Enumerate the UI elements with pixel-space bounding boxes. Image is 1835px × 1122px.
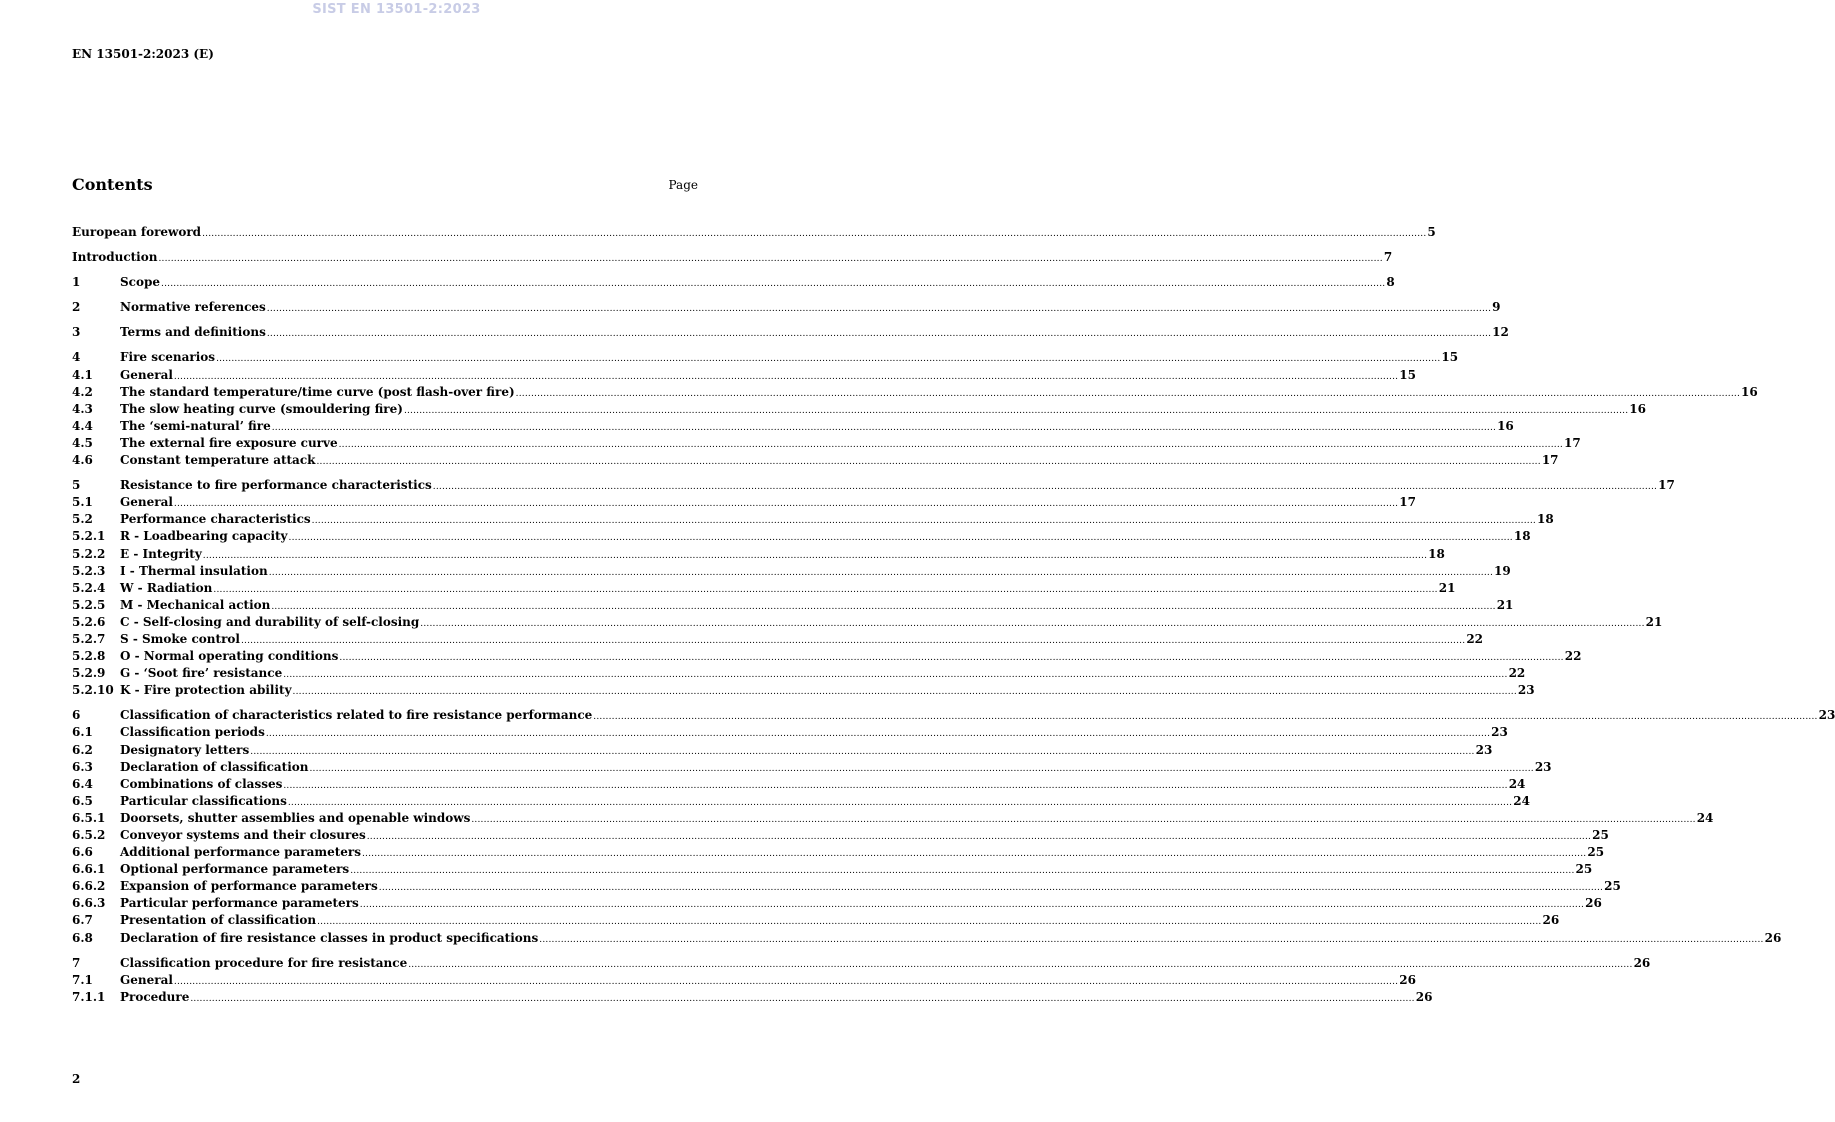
toc-entry[interactable]	[72, 972, 1416, 989]
toc-group	[72, 299, 1501, 316]
toc-entry[interactable]	[72, 349, 1459, 366]
toc-entry-number: 4.5	[72, 435, 93, 450]
toc-entry-number: 6.2	[72, 742, 93, 757]
toc-entry[interactable]	[72, 494, 1416, 511]
toc-entry[interactable]	[72, 324, 1509, 341]
toc-entry-number: 6.5.1	[72, 810, 106, 825]
toc-entry-page: 21	[1496, 597, 1514, 612]
toc-entry-page: 23	[1534, 759, 1552, 774]
toc-entry[interactable]	[72, 367, 1416, 384]
toc-entry-title: Expansion of performance parameters	[120, 879, 378, 894]
toc-entry-page: 24	[1696, 810, 1714, 825]
toc-entry-title: Fire scenarios	[120, 350, 216, 365]
toc-entry-number: 5.2.8	[72, 649, 106, 664]
toc-entry-title: General	[120, 367, 173, 382]
toc-entry-page: 19	[1494, 563, 1511, 578]
toc-dot-leader: ................................................................................................................................................................................................................................................................................................................................................................................................................	[515, 388, 1741, 399]
toc-dot-leader: ................................................................................................................................................................................................................................................................................................................................................................................................................	[202, 229, 1427, 239]
toc-dot-leader: ................................................................................................................................................................................................................................................................................................................................................................................................................	[350, 866, 1575, 877]
toc-entry-title: Doorsets, shutter assemblies and openable windows	[120, 810, 471, 825]
toc-entry-title: C - Self-closing and durability of self-closing	[120, 614, 420, 629]
toc-entry-page: 25	[1587, 845, 1605, 860]
toc-group	[72, 955, 1651, 1006]
toc-dot-leader: ................................................................................................................................................................................................................................................................................................................................................................................................................	[250, 746, 1475, 757]
toc-entry[interactable]	[72, 793, 1530, 810]
toc-entry-page: 17	[1541, 453, 1559, 468]
toc-entry[interactable]	[72, 776, 1526, 793]
toc-entry-number: 5.2.3	[72, 563, 106, 578]
toc-entry-title: O - Normal operating conditions	[120, 649, 339, 664]
toc-entry-number: 6.7	[72, 913, 93, 928]
toc-entry-title: The ‘semi-natural’ fire	[120, 418, 271, 433]
toc-entry-title: Designatory letters	[120, 742, 250, 757]
toc-entry-title: European foreword	[72, 225, 202, 239]
toc-dot-leader: ................................................................................................................................................................................................................................................................................................................................................................................................................	[309, 763, 1534, 774]
toc-dot-leader: ................................................................................................................................................................................................................................................................................................................................................................................................................	[271, 601, 1496, 612]
toc-entry-number: 4.6	[72, 453, 93, 468]
toc-entry[interactable]	[72, 224, 1436, 241]
toc-entry-number: 4.3	[72, 401, 93, 416]
toc-entry-title: R - Loadbearing capacity	[120, 529, 288, 544]
toc-entry-number: 2	[72, 300, 81, 315]
toc-dot-leader: ................................................................................................................................................................................................................................................................................................................................................................................................................	[202, 550, 1428, 561]
toc-entry-page: 26	[1415, 989, 1433, 1004]
toc-entry-page: 17	[1563, 435, 1581, 450]
toc-dot-leader: ................................................................................................................................................................................................................................................................................................................................................................................................................	[268, 567, 1494, 578]
toc-dot-leader: ................................................................................................................................................................................................................................................................................................................................................................................................................	[317, 917, 1542, 928]
toc-entry-page: 18	[1537, 512, 1554, 527]
toc-entry[interactable]	[72, 614, 1663, 631]
toc-entry[interactable]	[72, 682, 1535, 699]
toc-group	[72, 707, 1835, 946]
toc-dot-leader: ................................................................................................................................................................................................................................................................................................................................................................................................................	[173, 499, 1399, 510]
toc-entry-title: Presentation of classification	[120, 913, 317, 928]
toc-entry[interactable]	[72, 546, 1445, 563]
toc-entry[interactable]	[72, 878, 1621, 895]
toc-entry-page: 23	[1491, 725, 1508, 740]
toc-entry-title: Combinations of classes	[120, 776, 283, 791]
toc-group	[72, 249, 1393, 266]
toc-entry-title: The external fire exposure curve	[120, 435, 338, 450]
toc-dot-leader: ................................................................................................................................................................................................................................................................................................................................................................................................................	[292, 687, 1517, 698]
table-of-contents	[72, 224, 1835, 1014]
toc-group	[72, 224, 1436, 241]
toc-entry-page: 26	[1542, 913, 1560, 928]
toc-entry-page: 17	[1658, 478, 1675, 493]
toc-dot-leader: ................................................................................................................................................................................................................................................................................................................................................................................................................	[161, 279, 1386, 290]
toc-entry-page: 16	[1629, 401, 1646, 416]
toc-dot-leader: ................................................................................................................................................................................................................................................................................................................................................................................................................	[266, 329, 1492, 340]
toc-dot-leader: ................................................................................................................................................................................................................................................................................................................................................................................................................	[408, 959, 1633, 970]
toc-group	[72, 477, 1675, 699]
toc-entry-number: 6.6.3	[72, 896, 106, 911]
toc-entry-title: Conveyor systems and their closures	[120, 828, 366, 842]
toc-entry-title: Classification procedure for fire resistance	[120, 955, 408, 970]
toc-dot-leader: ................................................................................................................................................................................................................................................................................................................................................................................................................	[420, 618, 1645, 629]
toc-entry-page: 22	[1466, 631, 1484, 646]
toc-dot-leader: ................................................................................................................................................................................................................................................................................................................................................................................................................	[338, 439, 1563, 450]
toc-entry-page: 24	[1508, 776, 1526, 791]
toc-dot-leader: ................................................................................................................................................................................................................................................................................................................................................................................................................	[271, 422, 1497, 433]
toc-entry-page: 16	[1497, 418, 1514, 433]
toc-entry-title: Optional performance parameters	[120, 862, 350, 877]
toc-entry-page: 15	[1399, 367, 1416, 382]
toc-entry[interactable]	[72, 528, 1531, 545]
toc-dot-leader: ................................................................................................................................................................................................................................................................................................................................................................................................................	[265, 729, 1491, 740]
toc-entry-title: Declaration of classification	[120, 759, 309, 774]
toc-entry[interactable]	[72, 299, 1501, 316]
toc-entry[interactable]	[72, 955, 1651, 972]
toc-dot-leader: ................................................................................................................................................................................................................................................................................................................................................................................................................	[158, 254, 1383, 265]
toc-dot-leader: ................................................................................................................................................................................................................................................................................................................................................................................................................	[362, 849, 1587, 860]
toc-group	[72, 324, 1509, 341]
toc-entry[interactable]	[72, 384, 1758, 401]
toc-entry-page: 25	[1604, 879, 1621, 894]
toc-dot-leader: ................................................................................................................................................................................................................................................................................................................................................................................................................	[593, 712, 1818, 723]
toc-entry[interactable]	[72, 401, 1646, 418]
toc-entry-number: 5.2.6	[72, 614, 106, 629]
toc-entry-title: Particular classifications	[120, 793, 287, 808]
toc-dot-leader: ................................................................................................................................................................................................................................................................................................................................................................................................................	[216, 354, 1441, 365]
toc-entry-number: 6.6.2	[72, 879, 106, 894]
toc-entry[interactable]	[72, 274, 1395, 291]
toc-entry-page: 5	[1427, 225, 1436, 239]
toc-entry[interactable]	[72, 810, 1714, 827]
toc-dot-leader: ................................................................................................................................................................................................................................................................................................................................................................................................................	[378, 883, 1604, 894]
toc-entry[interactable]	[72, 580, 1456, 597]
toc-entry-number: 7.1.1	[72, 989, 106, 1004]
toc-entry[interactable]	[72, 477, 1675, 494]
toc-entry-title: Classification periods	[120, 725, 265, 740]
toc-entry-page: 8	[1386, 275, 1395, 290]
toc-entry-page: 15	[1441, 350, 1459, 365]
toc-entry-title: The standard temperature/time curve (post flash-over fire)	[120, 384, 515, 399]
toc-dot-leader: ................................................................................................................................................................................................................................................................................................................................................................................................................	[539, 934, 1764, 945]
toc-entry-page: 26	[1633, 955, 1651, 970]
toc-dot-leader: ................................................................................................................................................................................................................................................................................................................................................................................................................	[432, 482, 1658, 493]
toc-entry-number: 4.2	[72, 384, 93, 399]
toc-entry-number: 6	[72, 708, 81, 723]
toc-entry-number: 4.4	[72, 418, 93, 433]
toc-entry[interactable]	[72, 597, 1514, 614]
toc-entry-number: 6.5.2	[72, 828, 106, 842]
toc-entry[interactable]	[72, 435, 1581, 452]
toc-entry-page: 22	[1564, 649, 1582, 664]
toc-entry-page: 18	[1513, 529, 1531, 544]
toc-dot-leader: ................................................................................................................................................................................................................................................................................................................................................................................................................	[266, 304, 1492, 315]
toc-entry-page: 16	[1741, 384, 1758, 399]
toc-entry-number: 6.6.1	[72, 862, 106, 877]
toc-entry-number: 6.4	[72, 776, 93, 791]
page-column-label: Page	[668, 178, 698, 192]
toc-entry-number: 4.1	[72, 367, 93, 382]
toc-entry[interactable]	[72, 511, 1554, 528]
toc-entry-page: 9	[1492, 300, 1501, 315]
toc-entry-page: 12	[1492, 325, 1509, 340]
watermark: SIST EN 13501-2:2023	[312, 2, 481, 17]
toc-dot-leader: ................................................................................................................................................................................................................................................................................................................................................................................................................	[366, 832, 1592, 842]
toc-entry-page: 17	[1399, 495, 1416, 510]
contents-heading: Contents	[72, 175, 153, 194]
toc-entry-title: Constant temperature attack	[120, 453, 316, 468]
toc-entry[interactable]	[72, 707, 1835, 724]
toc-entry[interactable]	[72, 631, 1484, 648]
footer-page-number: 2	[72, 1072, 81, 1086]
toc-entry-number: 1	[72, 275, 81, 290]
toc-dot-leader: ................................................................................................................................................................................................................................................................................................................................................................................................................	[283, 670, 1508, 681]
toc-entry-number: 6.1	[72, 725, 93, 740]
toc-entry-number: 5.2.2	[72, 546, 106, 561]
toc-entry-number: 3	[72, 325, 81, 340]
toc-entry[interactable]	[72, 563, 1511, 580]
toc-dot-leader: ................................................................................................................................................................................................................................................................................................................................................................................................................	[288, 533, 1513, 544]
toc-entry-page: 22	[1508, 666, 1526, 681]
toc-entry-title: S - Smoke control	[120, 631, 240, 646]
toc-dot-leader: ................................................................................................................................................................................................................................................................................................................................................................................................................	[403, 405, 1629, 416]
toc-entry-title: M - Mechanical action	[120, 597, 271, 612]
toc-entry-page: 26	[1764, 930, 1782, 945]
toc-entry-page: 26	[1585, 896, 1602, 911]
toc-dot-leader: ................................................................................................................................................................................................................................................................................................................................................................................................................	[283, 780, 1508, 791]
toc-entry-number: 5.2.1	[72, 529, 106, 544]
toc-dot-leader: ................................................................................................................................................................................................................................................................................................................................................................................................................	[190, 993, 1415, 1004]
toc-entry-number: 5.2.7	[72, 631, 106, 646]
toc-entry-title: Performance characteristics	[120, 512, 311, 527]
toc-entry[interactable]	[72, 648, 1582, 665]
toc-entry-title: K - Fire protection ability	[120, 683, 292, 698]
toc-dot-leader: ................................................................................................................................................................................................................................................................................................................................................................................................................	[471, 814, 1696, 825]
toc-entry[interactable]	[72, 861, 1593, 878]
toc-entry-number: 5.2.4	[72, 580, 106, 595]
toc-entry-title: Terms and definitions	[120, 325, 266, 340]
toc-entry[interactable]	[72, 930, 1782, 947]
toc-entry-number: 6.6	[72, 845, 93, 860]
toc-entry-page: 7	[1383, 250, 1393, 265]
toc-entry-number: 5.2	[72, 512, 93, 527]
toc-entry-page: 26	[1399, 972, 1416, 987]
toc-entry-number: 4	[72, 350, 81, 365]
toc-entry[interactable]	[72, 452, 1559, 469]
toc-entry-number: 7.1	[72, 972, 93, 987]
toc-entry[interactable]	[72, 912, 1560, 929]
toc-entry-title: Classification of characteristics related to fire resistance performance	[120, 708, 593, 723]
toc-dot-leader: ................................................................................................................................................................................................................................................................................................................................................................................................................	[339, 653, 1564, 664]
toc-entry-number: 5.2.10	[72, 683, 114, 698]
toc-entry-page: 25	[1592, 828, 1609, 842]
toc-group	[72, 349, 1758, 469]
toc-entry-page: 18	[1428, 546, 1445, 561]
toc-entry-number: 7	[72, 955, 81, 970]
toc-entry-title: General	[120, 972, 173, 987]
toc-entry[interactable]	[72, 759, 1552, 776]
toc-entry-page: 21	[1645, 614, 1663, 629]
toc-group	[72, 274, 1395, 291]
toc-entry-number: 5.2.5	[72, 597, 106, 612]
toc-entry-page: 23	[1818, 708, 1835, 723]
toc-entry-title: Introduction	[72, 250, 158, 265]
toc-entry-title: The slow heating curve (smouldering fire)	[120, 401, 403, 416]
toc-entry[interactable]	[72, 895, 1602, 912]
toc-entry-title: I - Thermal insulation	[120, 563, 268, 578]
toc-entry-number: 6.3	[72, 759, 93, 774]
toc-entry-title: Resistance to fire performance characteristics	[120, 478, 432, 493]
toc-entry[interactable]	[72, 665, 1526, 682]
toc-dot-leader: ................................................................................................................................................................................................................................................................................................................................................................................................................	[213, 584, 1438, 595]
toc-dot-leader: ................................................................................................................................................................................................................................................................................................................................................................................................................	[311, 516, 1536, 527]
toc-entry-title: Particular performance parameters	[120, 896, 359, 911]
toc-entry[interactable]	[72, 742, 1493, 759]
toc-entry[interactable]	[72, 827, 1609, 844]
toc-entry-title: Additional performance parameters	[120, 845, 361, 860]
toc-entry-number: 5.1	[72, 495, 93, 510]
toc-entry-title: General	[120, 495, 173, 510]
toc-entry-page: 21	[1438, 580, 1456, 595]
toc-dot-leader: ................................................................................................................................................................................................................................................................................................................................................................................................................	[316, 457, 1541, 468]
toc-entry-title: Procedure	[120, 989, 190, 1004]
toc-entry-page: 24	[1513, 793, 1530, 808]
toc-entry-page: 23	[1517, 683, 1535, 698]
document-id: EN 13501-2:2023 (E)	[72, 47, 214, 61]
toc-entry-title: E - Integrity	[120, 546, 202, 561]
toc-entry-title: Declaration of fire resistance classes in product specifications	[120, 930, 539, 945]
toc-entry-number: 6.5	[72, 793, 93, 808]
toc-entry-number: 6.8	[72, 930, 93, 945]
toc-dot-leader: ................................................................................................................................................................................................................................................................................................................................................................................................................	[359, 900, 1585, 911]
toc-entry-title: W - Radiation	[120, 580, 213, 595]
toc-entry-number: 5.2.9	[72, 666, 106, 681]
toc-entry-number: 5	[72, 478, 81, 493]
toc-entry-title: Scope	[120, 275, 161, 290]
toc-entry[interactable]	[72, 724, 1508, 741]
toc-entry[interactable]	[72, 249, 1393, 266]
toc-dot-leader: ................................................................................................................................................................................................................................................................................................................................................................................................................	[240, 635, 1466, 646]
toc-entry-page: 25	[1575, 862, 1593, 877]
toc-entry[interactable]	[72, 418, 1514, 435]
toc-dot-leader: ................................................................................................................................................................................................................................................................................................................................................................................................................	[287, 797, 1513, 808]
toc-entry-title: G - ‘Soot fire’ resistance	[120, 666, 283, 681]
toc-entry[interactable]	[72, 844, 1605, 861]
toc-entry[interactable]	[72, 989, 1433, 1006]
toc-entry-title: Normative references	[120, 300, 266, 315]
toc-dot-leader: ................................................................................................................................................................................................................................................................................................................................................................................................................	[173, 371, 1399, 382]
toc-entry-page: 23	[1475, 742, 1493, 757]
toc-dot-leader: ................................................................................................................................................................................................................................................................................................................................................................................................................	[173, 976, 1399, 987]
